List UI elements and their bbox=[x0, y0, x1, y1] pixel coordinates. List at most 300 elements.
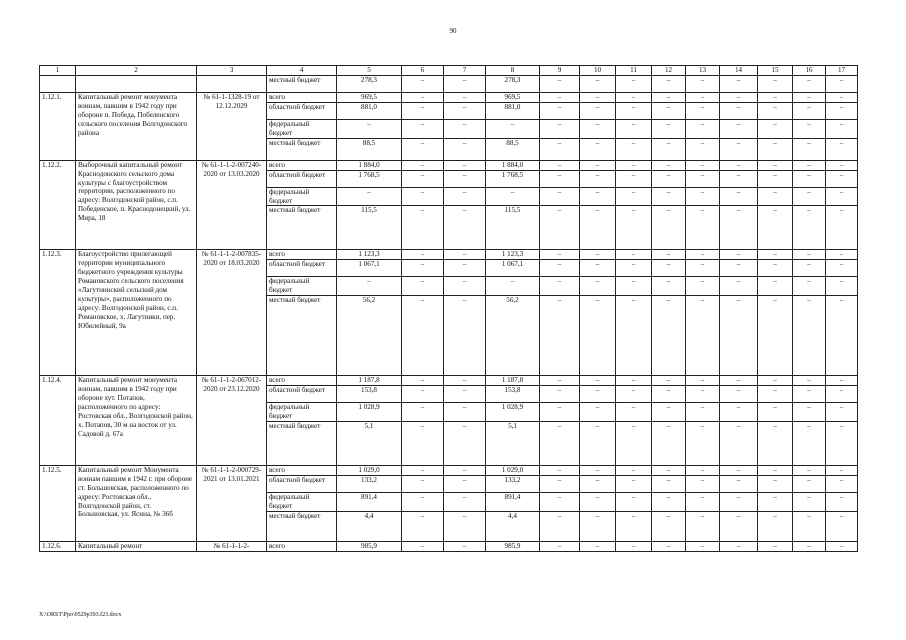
funding-source: областной бюджет bbox=[267, 386, 337, 403]
value-col11: – bbox=[616, 119, 652, 138]
value-col16: – bbox=[793, 187, 826, 206]
value-col8: 133,2 bbox=[486, 475, 540, 492]
value-col13: – bbox=[686, 260, 720, 277]
value-col8: 56,2 bbox=[486, 296, 540, 376]
value-col17: – bbox=[826, 138, 858, 160]
funding-source: всего bbox=[267, 250, 337, 260]
funding-source: всего bbox=[267, 541, 337, 551]
value-col11: – bbox=[616, 475, 652, 492]
value-col5: 1 884,0 bbox=[337, 160, 402, 170]
funding-source: областной бюджет bbox=[267, 170, 337, 187]
value-col6: – bbox=[402, 260, 444, 277]
value-col16: – bbox=[793, 296, 826, 376]
value-col5: 88,5 bbox=[337, 138, 402, 160]
value-col9: – bbox=[540, 260, 580, 277]
value-col17: – bbox=[826, 102, 858, 119]
value-col7: – bbox=[444, 102, 486, 119]
value-col14: – bbox=[720, 93, 758, 103]
value-col12: – bbox=[652, 386, 686, 403]
value-col10: – bbox=[580, 511, 616, 541]
value-col8: 4,4 bbox=[486, 511, 540, 541]
value-col10: – bbox=[580, 386, 616, 403]
value-col6: – bbox=[402, 475, 444, 492]
value-col10: – bbox=[580, 102, 616, 119]
value-col6: – bbox=[402, 170, 444, 187]
value-col15: – bbox=[758, 102, 793, 119]
item-document: № 61-1-1-2-007240-2020 от 13.03.2020 bbox=[197, 160, 267, 250]
value-col16: – bbox=[793, 277, 826, 296]
value-col13: – bbox=[686, 511, 720, 541]
value-col15: – bbox=[758, 475, 793, 492]
funding-source: местный бюджет bbox=[267, 296, 337, 376]
value-col15: – bbox=[758, 138, 793, 160]
funding-source: местный бюджет bbox=[267, 206, 337, 250]
value-col16: – bbox=[793, 511, 826, 541]
funding-source: федеральный бюджет bbox=[267, 492, 337, 511]
value-col11: – bbox=[616, 206, 652, 250]
value-col7: – bbox=[444, 119, 486, 138]
value-col9: – bbox=[540, 102, 580, 119]
value-col10: – bbox=[580, 260, 616, 277]
value-col17: – bbox=[826, 119, 858, 138]
value-col14: – bbox=[720, 492, 758, 511]
value-col16: – bbox=[793, 170, 826, 187]
value-col9: – bbox=[540, 250, 580, 260]
value-col16: – bbox=[793, 119, 826, 138]
value-col10: – bbox=[580, 541, 616, 551]
value-col10: – bbox=[580, 160, 616, 170]
value-col10: – bbox=[580, 376, 616, 386]
value-col14: – bbox=[720, 102, 758, 119]
value-col15: – bbox=[758, 421, 793, 465]
value-col13: – bbox=[686, 160, 720, 170]
value-col8: 1 187,8 bbox=[486, 376, 540, 386]
value-col9: – bbox=[540, 475, 580, 492]
column-header: 7 bbox=[444, 66, 486, 76]
value-col8: 1 884,0 bbox=[486, 160, 540, 170]
value-col9: – bbox=[540, 187, 580, 206]
item-number: 1.12.3. bbox=[40, 250, 76, 376]
table-row bbox=[40, 160, 858, 170]
value-col5: 1 768,5 bbox=[337, 170, 402, 187]
value-col10: – bbox=[580, 76, 616, 93]
table-row bbox=[40, 250, 858, 260]
value-col5: 278,3 bbox=[337, 76, 402, 93]
value-col8: – bbox=[486, 119, 540, 138]
value-col11: – bbox=[616, 296, 652, 376]
funding-source: местный бюджет bbox=[267, 421, 337, 465]
value-col5: 1 028,9 bbox=[337, 403, 402, 422]
column-number-row bbox=[40, 66, 858, 76]
value-col11: – bbox=[616, 376, 652, 386]
value-col8: 1 768,5 bbox=[486, 170, 540, 187]
value-col10: – bbox=[580, 119, 616, 138]
page-number: 90 bbox=[449, 27, 457, 35]
value-col10: – bbox=[580, 421, 616, 465]
value-col6: – bbox=[402, 421, 444, 465]
value-col11: – bbox=[616, 465, 652, 475]
value-col8: 1 067,1 bbox=[486, 260, 540, 277]
value-col14: – bbox=[720, 475, 758, 492]
value-col16: – bbox=[793, 250, 826, 260]
value-col6: – bbox=[402, 296, 444, 376]
value-col14: – bbox=[720, 296, 758, 376]
value-col12: – bbox=[652, 541, 686, 551]
value-col14: – bbox=[720, 376, 758, 386]
value-col16: – bbox=[793, 386, 826, 403]
value-col6: – bbox=[402, 386, 444, 403]
value-col5: 56,2 bbox=[337, 296, 402, 376]
value-col10: – bbox=[580, 403, 616, 422]
value-col15: – bbox=[758, 160, 793, 170]
funding-source: местный бюджет bbox=[267, 138, 337, 160]
item-name: Капитальный ремонт монумента воинам, павшим в 1942 году при обороне хут. Потапов, расположенного по адресу: Ростовская обл., Волгодонской район, х. Потапов, 30 м на восток от ул. Садовой д. 67а bbox=[76, 376, 197, 466]
value-col12: – bbox=[652, 260, 686, 277]
value-col13: – bbox=[686, 170, 720, 187]
budget-table bbox=[39, 65, 858, 552]
value-col8: 881,0 bbox=[486, 102, 540, 119]
funding-source: местный бюджет bbox=[267, 76, 337, 93]
value-col7: – bbox=[444, 187, 486, 206]
value-col7: – bbox=[444, 541, 486, 551]
value-col5: 1 029,0 bbox=[337, 465, 402, 475]
value-col17: – bbox=[826, 160, 858, 170]
value-col12: – bbox=[652, 206, 686, 250]
value-col15: – bbox=[758, 386, 793, 403]
value-col8: 115,5 bbox=[486, 206, 540, 250]
value-col12: – bbox=[652, 511, 686, 541]
value-col7: – bbox=[444, 492, 486, 511]
value-col15: – bbox=[758, 250, 793, 260]
value-col10: – bbox=[580, 277, 616, 296]
value-col7: – bbox=[444, 511, 486, 541]
value-col13: – bbox=[686, 206, 720, 250]
value-col16: – bbox=[793, 93, 826, 103]
column-header: 8 bbox=[486, 66, 540, 76]
value-col16: – bbox=[793, 102, 826, 119]
funding-source: федеральный бюджет bbox=[267, 403, 337, 422]
value-col16: – bbox=[793, 206, 826, 250]
value-col9: – bbox=[540, 296, 580, 376]
value-col5: 4,4 bbox=[337, 511, 402, 541]
value-col5: 115,5 bbox=[337, 206, 402, 250]
value-col11: – bbox=[616, 492, 652, 511]
value-col17: – bbox=[826, 170, 858, 187]
empty-cell bbox=[40, 76, 76, 93]
column-header: 14 bbox=[720, 66, 758, 76]
value-col12: – bbox=[652, 170, 686, 187]
value-col6: – bbox=[402, 250, 444, 260]
value-col6: – bbox=[402, 465, 444, 475]
value-col9: – bbox=[540, 170, 580, 187]
value-col12: – bbox=[652, 119, 686, 138]
value-col6: – bbox=[402, 187, 444, 206]
value-col16: – bbox=[793, 376, 826, 386]
funding-source: местный бюджет bbox=[267, 511, 337, 541]
value-col9: – bbox=[540, 93, 580, 103]
value-col15: – bbox=[758, 119, 793, 138]
value-col8: 1 123,3 bbox=[486, 250, 540, 260]
item-document: № 61-1-1-2-007835-2020 от 18.03.2020 bbox=[197, 250, 267, 376]
value-col16: – bbox=[793, 138, 826, 160]
value-col15: – bbox=[758, 93, 793, 103]
value-col15: – bbox=[758, 170, 793, 187]
value-col14: – bbox=[720, 511, 758, 541]
value-col15: – bbox=[758, 277, 793, 296]
value-col14: – bbox=[720, 277, 758, 296]
value-col16: – bbox=[793, 160, 826, 170]
value-col5: 133,2 bbox=[337, 475, 402, 492]
value-col7: – bbox=[444, 206, 486, 250]
item-number: 1.12.2. bbox=[40, 160, 76, 250]
value-col12: – bbox=[652, 138, 686, 160]
item-document: № 61-1-1-2-000729-2021 от 13.01.2021 bbox=[197, 465, 267, 541]
value-col13: – bbox=[686, 277, 720, 296]
item-number: 1.12.4. bbox=[40, 376, 76, 466]
value-col12: – bbox=[652, 403, 686, 422]
value-col7: – bbox=[444, 475, 486, 492]
value-col5: 891,4 bbox=[337, 492, 402, 511]
value-col13: – bbox=[686, 386, 720, 403]
column-header: 15 bbox=[758, 66, 793, 76]
value-col6: – bbox=[402, 277, 444, 296]
value-col7: – bbox=[444, 138, 486, 160]
value-col7: – bbox=[444, 465, 486, 475]
value-col16: – bbox=[793, 421, 826, 465]
value-col7: – bbox=[444, 260, 486, 277]
value-col17: – bbox=[826, 511, 858, 541]
value-col14: – bbox=[720, 170, 758, 187]
table-row bbox=[40, 76, 858, 93]
funding-source: всего bbox=[267, 160, 337, 170]
value-col9: – bbox=[540, 119, 580, 138]
item-name: Благоустройство прилегающей территории муниципального бюджетного учреждения культуры Романовского сельского поселения «Лагутнинский сельский дом культуры», расположенного по адресу: Волгодонской район, с.п. Романовское, х. Лагутники, пер. Юбилейный, 9а bbox=[76, 250, 197, 376]
value-col13: – bbox=[686, 492, 720, 511]
value-col12: – bbox=[652, 465, 686, 475]
value-col11: – bbox=[616, 386, 652, 403]
value-col6: – bbox=[402, 541, 444, 551]
item-name: Капитальный ремонт Монумента воинам павшим в 1942 г. при обороне ст. Большовская, расположенного по адресу: Ростовская обл., Волгодонской район, ст. Большовская, ул. Ясина, № 36б bbox=[76, 465, 197, 541]
value-col13: – bbox=[686, 187, 720, 206]
item-number: 1.12.1. bbox=[40, 93, 76, 161]
value-col12: – bbox=[652, 76, 686, 93]
value-col7: – bbox=[444, 277, 486, 296]
value-col6: – bbox=[402, 376, 444, 386]
value-col9: – bbox=[540, 160, 580, 170]
value-col14: – bbox=[720, 119, 758, 138]
value-col17: – bbox=[826, 76, 858, 93]
value-col14: – bbox=[720, 206, 758, 250]
value-col12: – bbox=[652, 277, 686, 296]
value-col12: – bbox=[652, 102, 686, 119]
value-col9: – bbox=[540, 386, 580, 403]
value-col15: – bbox=[758, 465, 793, 475]
value-col12: – bbox=[652, 160, 686, 170]
value-col14: – bbox=[720, 187, 758, 206]
value-col15: – bbox=[758, 541, 793, 551]
value-col11: – bbox=[616, 277, 652, 296]
column-header: 11 bbox=[616, 66, 652, 76]
table-row bbox=[40, 376, 858, 386]
value-col9: – bbox=[540, 541, 580, 551]
value-col13: – bbox=[686, 421, 720, 465]
value-col5: 881,0 bbox=[337, 102, 402, 119]
value-col10: – bbox=[580, 187, 616, 206]
value-col14: – bbox=[720, 250, 758, 260]
empty-cell bbox=[197, 76, 267, 93]
column-header: 10 bbox=[580, 66, 616, 76]
value-col17: – bbox=[826, 475, 858, 492]
value-col13: – bbox=[686, 119, 720, 138]
value-col7: – bbox=[444, 160, 486, 170]
funding-source: федеральный бюджет bbox=[267, 119, 337, 138]
funding-source: всего bbox=[267, 93, 337, 103]
column-header: 6 bbox=[402, 66, 444, 76]
value-col13: – bbox=[686, 138, 720, 160]
value-col5: – bbox=[337, 277, 402, 296]
value-col10: – bbox=[580, 250, 616, 260]
value-col16: – bbox=[793, 541, 826, 551]
value-col16: – bbox=[793, 492, 826, 511]
column-header: 13 bbox=[686, 66, 720, 76]
value-col9: – bbox=[540, 138, 580, 160]
value-col12: – bbox=[652, 421, 686, 465]
value-col8: 88,5 bbox=[486, 138, 540, 160]
funding-source: областной бюджет bbox=[267, 475, 337, 492]
value-col17: – bbox=[826, 541, 858, 551]
value-col13: – bbox=[686, 102, 720, 119]
value-col7: – bbox=[444, 376, 486, 386]
value-col5: 1 187,8 bbox=[337, 376, 402, 386]
value-col9: – bbox=[540, 277, 580, 296]
column-header: 3 bbox=[197, 66, 267, 76]
value-col10: – bbox=[580, 492, 616, 511]
value-col17: – bbox=[826, 260, 858, 277]
value-col13: – bbox=[686, 296, 720, 376]
column-header: 5 bbox=[337, 66, 402, 76]
value-col8: – bbox=[486, 187, 540, 206]
value-col6: – bbox=[402, 76, 444, 93]
value-col13: – bbox=[686, 541, 720, 551]
value-col11: – bbox=[616, 138, 652, 160]
value-col6: – bbox=[402, 138, 444, 160]
value-col8: 985,9 bbox=[486, 541, 540, 551]
value-col8: 1 029,0 bbox=[486, 465, 540, 475]
value-col5: – bbox=[337, 187, 402, 206]
value-col8: – bbox=[486, 277, 540, 296]
value-col12: – bbox=[652, 93, 686, 103]
item-name: Капитальный ремонт монумента воинам, павшим в 1942 году при обороне п. Победа, Побеленского сельского поселения Волгодонского района bbox=[76, 93, 197, 161]
value-col6: – bbox=[402, 93, 444, 103]
value-col9: – bbox=[540, 376, 580, 386]
value-col8: 969,5 bbox=[486, 93, 540, 103]
funding-source: областной бюджет bbox=[267, 102, 337, 119]
value-col17: – bbox=[826, 421, 858, 465]
item-document: № 61-1-1-2- bbox=[197, 541, 267, 551]
value-col10: – bbox=[580, 206, 616, 250]
value-col14: – bbox=[720, 138, 758, 160]
funding-source: всего bbox=[267, 376, 337, 386]
value-col6: – bbox=[402, 511, 444, 541]
value-col17: – bbox=[826, 403, 858, 422]
value-col9: – bbox=[540, 403, 580, 422]
value-col11: – bbox=[616, 403, 652, 422]
value-col11: – bbox=[616, 76, 652, 93]
value-col13: – bbox=[686, 376, 720, 386]
value-col5: 153,8 bbox=[337, 386, 402, 403]
column-header: 16 bbox=[793, 66, 826, 76]
value-col6: – bbox=[402, 403, 444, 422]
value-col17: – bbox=[826, 296, 858, 376]
value-col14: – bbox=[720, 386, 758, 403]
value-col14: – bbox=[720, 260, 758, 277]
value-col8: 5,1 bbox=[486, 421, 540, 465]
value-col17: – bbox=[826, 465, 858, 475]
column-header: 12 bbox=[652, 66, 686, 76]
value-col11: – bbox=[616, 421, 652, 465]
funding-source: федеральный бюджет bbox=[267, 187, 337, 206]
value-col15: – bbox=[758, 376, 793, 386]
value-col5: 5,1 bbox=[337, 421, 402, 465]
value-col10: – bbox=[580, 465, 616, 475]
value-col16: – bbox=[793, 465, 826, 475]
column-header: 2 bbox=[76, 66, 197, 76]
table-row bbox=[40, 465, 858, 475]
value-col17: – bbox=[826, 386, 858, 403]
value-col7: – bbox=[444, 403, 486, 422]
value-col7: – bbox=[444, 93, 486, 103]
value-col12: – bbox=[652, 296, 686, 376]
value-col9: – bbox=[540, 76, 580, 93]
value-col7: – bbox=[444, 296, 486, 376]
value-col11: – bbox=[616, 102, 652, 119]
value-col13: – bbox=[686, 403, 720, 422]
item-document: № 61-1-1-2-067012-2020 от 23.12.2020 bbox=[197, 376, 267, 466]
value-col10: – bbox=[580, 138, 616, 160]
value-col5: 1 123,3 bbox=[337, 250, 402, 260]
value-col15: – bbox=[758, 76, 793, 93]
value-col11: – bbox=[616, 260, 652, 277]
value-col8: 891,4 bbox=[486, 492, 540, 511]
column-header: 4 bbox=[267, 66, 337, 76]
value-col17: – bbox=[826, 250, 858, 260]
value-col11: – bbox=[616, 93, 652, 103]
value-col11: – bbox=[616, 160, 652, 170]
value-col7: – bbox=[444, 386, 486, 403]
value-col12: – bbox=[652, 250, 686, 260]
value-col11: – bbox=[616, 187, 652, 206]
value-col15: – bbox=[758, 206, 793, 250]
item-name: Выборочный капитальный ремонт Краснодонского сельского дома культуры с благоустройством территории, расположенного по адресу: Волгодонской район, с.п. Победенское, п. Краснодонецкий, ул. Мира, 18 bbox=[76, 160, 197, 250]
value-col14: – bbox=[720, 160, 758, 170]
value-col7: – bbox=[444, 76, 486, 93]
value-col17: – bbox=[826, 277, 858, 296]
value-col13: – bbox=[686, 475, 720, 492]
value-col6: – bbox=[402, 102, 444, 119]
value-col10: – bbox=[580, 93, 616, 103]
value-col14: – bbox=[720, 465, 758, 475]
value-col15: – bbox=[758, 187, 793, 206]
column-header: 9 bbox=[540, 66, 580, 76]
value-col9: – bbox=[540, 492, 580, 511]
value-col15: – bbox=[758, 260, 793, 277]
value-col16: – bbox=[793, 403, 826, 422]
value-col7: – bbox=[444, 170, 486, 187]
value-col14: – bbox=[720, 76, 758, 93]
value-col14: – bbox=[720, 541, 758, 551]
value-col7: – bbox=[444, 250, 486, 260]
value-col6: – bbox=[402, 119, 444, 138]
